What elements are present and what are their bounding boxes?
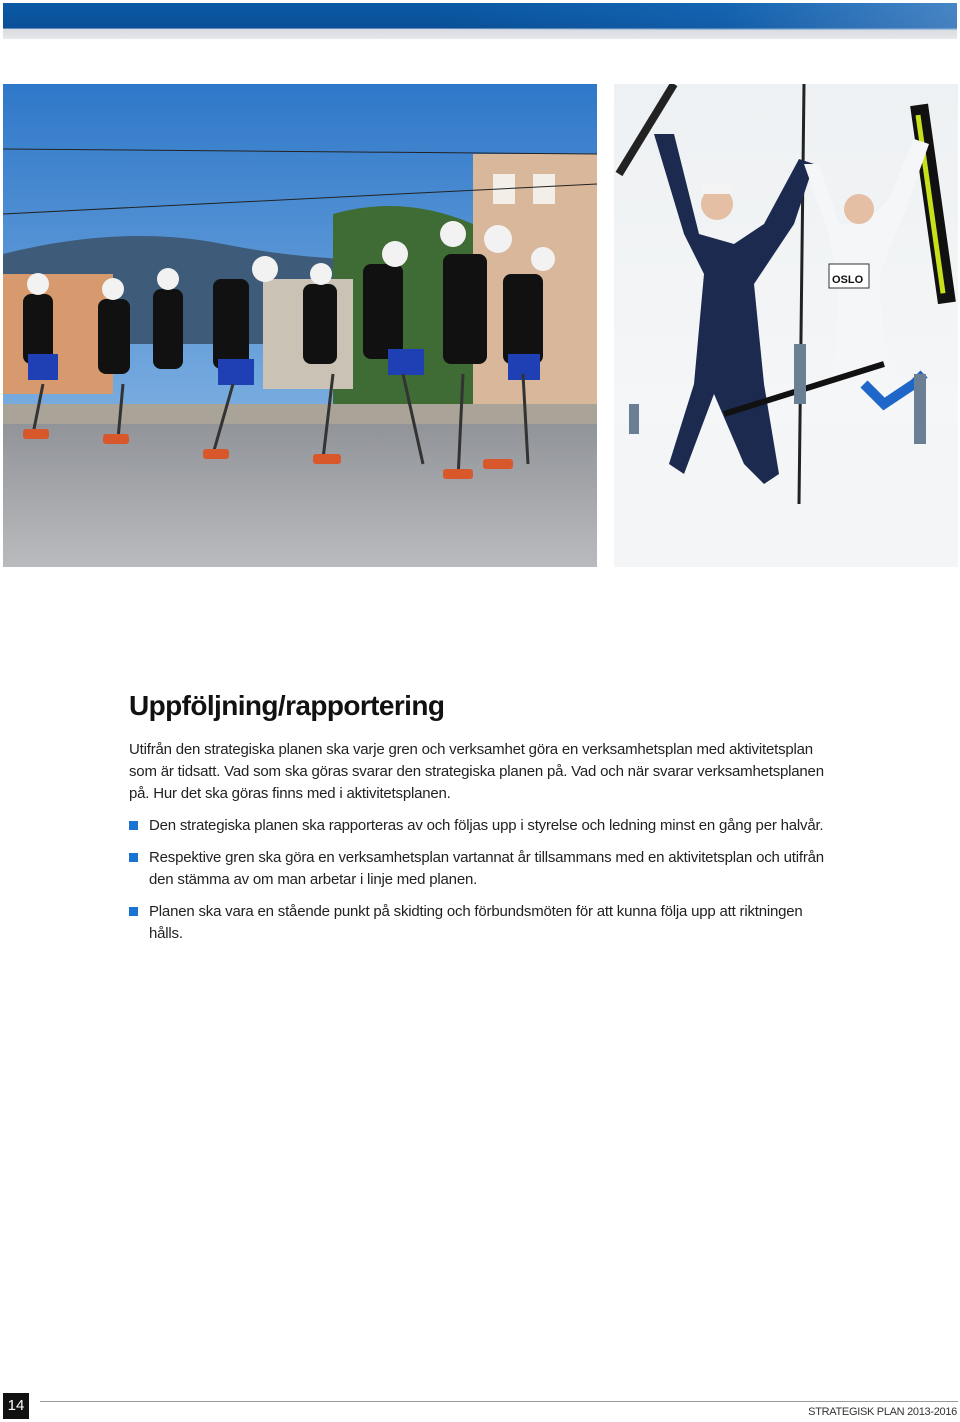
footer-divider (40, 1401, 958, 1402)
list-item (129, 901, 829, 945)
intro-paragraph: Utifrån den strategiska planen ska varje gren och verksamhet göra en verksamhetsplan med aktivitetsplan som är tidsatt. Vad som ska göras svarar den strategiska planen på. Vad och när svarar verksamhetsplanen på. Hur det ska göras finns med i aktivitetsplanen. (129, 741, 824, 802)
footer-title: STRATEGISK PLAN 2013-2016 (808, 1406, 957, 1418)
roller-ski-race-photo (3, 84, 597, 567)
list-item (129, 847, 829, 891)
square-bullet-icon (129, 853, 138, 862)
square-bullet-icon (129, 821, 138, 830)
list-item-text: Den strategiska planen ska rapporteras av och följas upp i styrelse och ledning minst en gång per halvår. (149, 817, 824, 834)
header-band-highlight (437, 3, 957, 30)
skiers-celebrating-photo (614, 84, 958, 567)
section-title: Uppföljning/rapportering (129, 690, 445, 721)
bib-text: OSLO (832, 274, 864, 286)
bullet-list (129, 815, 829, 955)
square-bullet-icon (129, 907, 138, 916)
list-item (129, 815, 829, 837)
page-number: 14 (3, 1393, 29, 1419)
list-item-text: Planen ska vara en stående punkt på skidting och förbundsmöten för att kunna följa upp att riktningen hålls. (149, 903, 803, 942)
list-item-text: Respektive gren ska göra en verksamhetsplan vartannat år tillsammans med en aktivitetsplan och utifrån den stämma av om man arbetar i linje med planen. (149, 849, 824, 888)
